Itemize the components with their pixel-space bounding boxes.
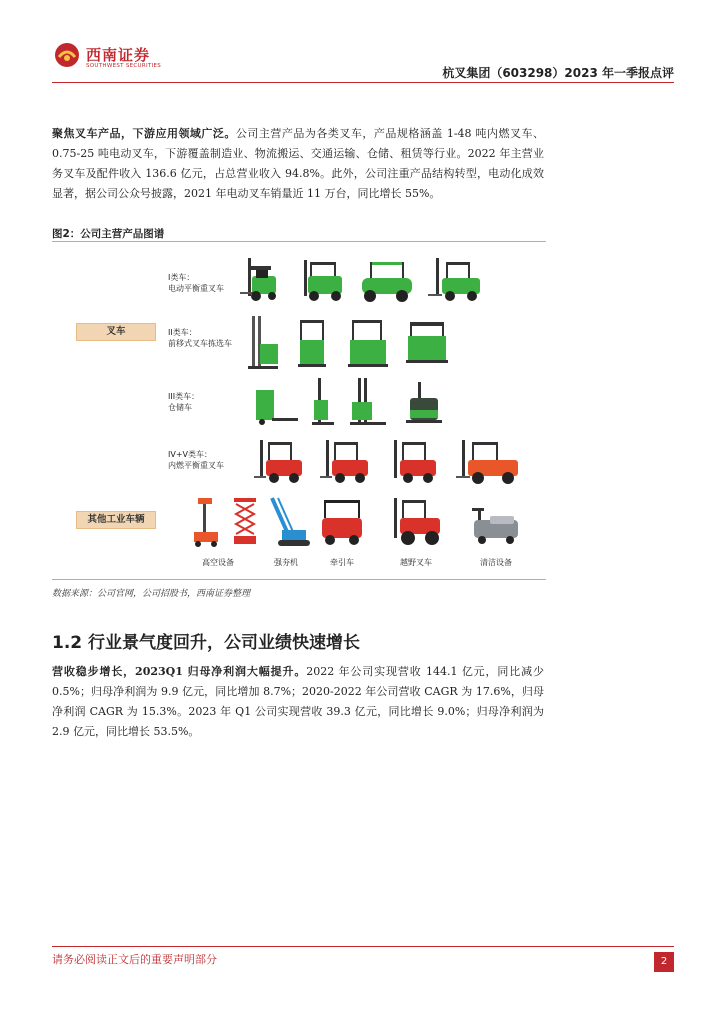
company-logo <box>52 38 162 78</box>
row-label-line: 电动平衡重叉车 <box>168 284 224 293</box>
forklift-electric-image-2 <box>296 256 348 304</box>
forklift-combustion-image-4 <box>454 438 524 486</box>
product-caption: 高空设备 <box>202 558 234 567</box>
row-label-class3 <box>168 391 199 413</box>
row-label-line: I类车： <box>168 273 195 282</box>
paragraph-body: 2022 年公司实现营收 144.1 亿元，同比减少 0.5%；归母净利润为 9.9 亿元，同比增加 8.7%；2020-2022 年公司营收 CAGR 为 17.6%，归母净利润 CAGR 为 15.3%。2023 年 Q1 公司实现营收 39.3 亿元，同比增长 9.0%；归母净利润为 2.9 亿元，同比增长 53.5%。 <box>52 665 544 738</box>
rough-terrain-forklift-image <box>388 496 446 546</box>
footer-divider <box>52 946 674 947</box>
forklift-reach-image-4 <box>404 320 450 366</box>
forklift-warehouse-image-4 <box>404 380 444 426</box>
product-caption: 越野叉车 <box>400 558 432 567</box>
figure-bottom-rule <box>52 579 546 580</box>
forklift-electric-image-4 <box>426 256 492 304</box>
forklift-reach-image-1 <box>246 314 282 370</box>
product-caption: 清洁设备 <box>480 558 512 567</box>
row-label-class45 <box>168 449 224 471</box>
forklift-reach-image-2 <box>296 318 328 368</box>
logo-mark-icon <box>54 42 80 68</box>
figure-top-rule <box>52 241 546 242</box>
forklift-reach-image-3 <box>346 318 390 368</box>
forklift-combustion-image-3 <box>388 438 440 486</box>
forklift-warehouse-image-3 <box>348 376 388 426</box>
forklift-electric-image-1 <box>236 256 284 304</box>
footer-disclaimer: 请务必阅读正文后的重要声明部分 <box>52 953 217 966</box>
product-caption: 强夯机 <box>274 558 298 567</box>
scissor-lift-image <box>232 496 258 548</box>
product-caption: 牵引车 <box>330 558 354 567</box>
row-label-line: 内燃平衡重叉车 <box>168 461 224 470</box>
header-divider <box>52 82 674 83</box>
paragraph-lead: 聚焦叉车产品，下游应用领域广泛。 <box>52 127 236 140</box>
row-label-class2 <box>168 327 232 349</box>
paragraph-body: 公司主营产品为各类叉车，产品规格涵盖 1-48 吨内燃叉车、0.75-25 吨电动叉车，下游覆盖制造业、物流搬运、交通运输、仓储、租赁等行业。2022 年主营业务叉车及配件收入 136.6 亿元，占总营业收入 94.8%。此外，公司注重产品结构转型，电动化成效显著，据公司公众号披露，2021 年电动叉车销量近 11 万台，同比增长 55%。 <box>52 127 544 200</box>
row-label-class1 <box>168 272 224 294</box>
forklift-warehouse-image-2 <box>310 376 336 426</box>
forklift-combustion-image-2 <box>318 438 374 486</box>
page-header <box>52 38 674 82</box>
compactor-crane-image <box>264 494 312 550</box>
tow-tractor-image <box>318 496 366 546</box>
paragraph-performance <box>52 662 544 742</box>
report-title: 杭叉集团（603298）2023 年一季报点评 <box>442 66 674 80</box>
row-label-line: III类车： <box>168 392 200 401</box>
forklift-combustion-image-1 <box>252 438 308 486</box>
forklift-electric-image-3 <box>356 258 418 304</box>
figure-title: 图2：公司主营产品图谱 <box>52 228 165 240</box>
category-other-vehicles: 其他工业车辆 <box>76 511 156 529</box>
logo-text-cn: 西南证券 <box>86 46 151 64</box>
row-label-line: II类车： <box>168 328 197 337</box>
figure-source: 数据来源：公司官网，公司招股书，西南证券整理 <box>52 589 251 599</box>
forklift-warehouse-image-1 <box>250 384 300 426</box>
aerial-platform-image <box>188 496 224 548</box>
row-label-line: IV+V类车： <box>168 450 213 459</box>
row-label-line: 仓储车 <box>168 403 192 412</box>
category-forklift: 叉车 <box>76 323 156 341</box>
paragraph-lead: 营收稳步增长，2023Q1 归母净利润大幅提升。 <box>52 665 307 678</box>
row-label-line: 前移式叉车拣选车 <box>168 339 232 348</box>
section-heading: 1.2 行业景气度回升，公司业绩快速增长 <box>52 633 361 653</box>
logo-text-en: SOUTHWEST SECURITIES <box>86 63 162 69</box>
cleaning-equipment-image <box>468 500 522 546</box>
page-number: 2 <box>654 952 674 972</box>
paragraph-products <box>52 124 544 204</box>
